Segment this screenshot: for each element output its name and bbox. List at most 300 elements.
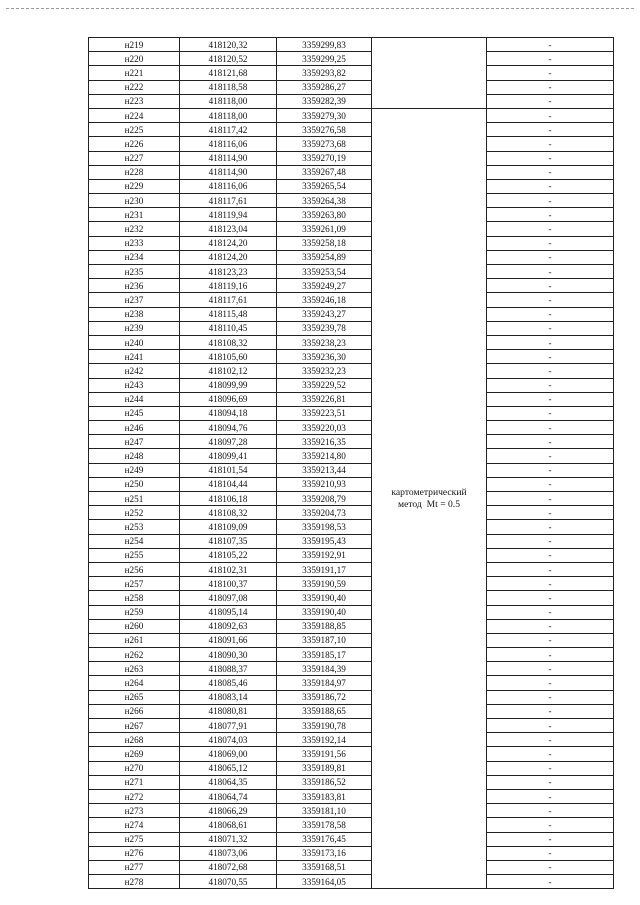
table-row: [89, 548, 614, 562]
x-coordinate-cell: 418119,94: [180, 208, 277, 222]
table-row: [89, 761, 614, 775]
x-coordinate-cell: 418090,30: [180, 648, 277, 662]
y-coordinate-cell: 3359220,03: [277, 421, 372, 435]
y-coordinate-cell: 3359238,23: [277, 335, 372, 349]
y-coordinate-cell: 3359253,54: [277, 265, 372, 279]
x-coordinate-cell: 418080,81: [180, 704, 277, 718]
point-name-cell: н230: [89, 194, 180, 208]
y-coordinate-cell: 3359273,68: [277, 137, 372, 151]
x-coordinate-cell: 418099,99: [180, 378, 277, 392]
note-cell: -: [487, 307, 614, 321]
table-row: [89, 293, 614, 307]
point-name-cell: н277: [89, 860, 180, 874]
table-row: [89, 733, 614, 747]
x-coordinate-cell: 418073,06: [180, 846, 277, 860]
x-coordinate-cell: 418114,90: [180, 151, 277, 165]
table-row: [89, 860, 614, 874]
point-name-cell: н234: [89, 250, 180, 264]
point-name-cell: н236: [89, 279, 180, 293]
note-cell: -: [487, 775, 614, 789]
note-cell: -: [487, 733, 614, 747]
point-name-cell: н248: [89, 449, 180, 463]
y-coordinate-cell: 3359190,40: [277, 591, 372, 605]
y-coordinate-cell: 3359168,51: [277, 860, 372, 874]
x-coordinate-cell: 418101,54: [180, 463, 277, 477]
point-name-cell: н264: [89, 676, 180, 690]
note-cell: -: [487, 846, 614, 860]
y-coordinate-cell: 3359216,35: [277, 435, 372, 449]
note-cell: -: [487, 860, 614, 874]
note-cell: -: [487, 165, 614, 179]
x-coordinate-cell: 418108,32: [180, 506, 277, 520]
note-cell: -: [487, 279, 614, 293]
table-row: [89, 477, 614, 491]
y-coordinate-cell: 3359188,65: [277, 704, 372, 718]
y-coordinate-cell: 3359178,58: [277, 818, 372, 832]
point-name-cell: н232: [89, 222, 180, 236]
table-row: [89, 492, 614, 506]
note-cell: -: [487, 208, 614, 222]
x-coordinate-cell: 418069,00: [180, 747, 277, 761]
y-coordinate-cell: 3359239,78: [277, 321, 372, 335]
table-row: [89, 194, 614, 208]
table-row: [89, 52, 614, 66]
point-name-cell: н257: [89, 577, 180, 591]
table-row: [89, 80, 614, 94]
x-coordinate-cell: 418120,32: [180, 38, 277, 52]
point-name-cell: н271: [89, 775, 180, 789]
note-cell: -: [487, 789, 614, 803]
y-coordinate-cell: 3359249,27: [277, 279, 372, 293]
y-coordinate-cell: 3359186,72: [277, 690, 372, 704]
table-row: [89, 719, 614, 733]
table-row: [89, 747, 614, 761]
y-coordinate-cell: 3359192,14: [277, 733, 372, 747]
table-row: [89, 123, 614, 137]
x-coordinate-cell: 418071,32: [180, 832, 277, 846]
note-cell: -: [487, 265, 614, 279]
table-row: [89, 350, 614, 364]
x-coordinate-cell: 418068,61: [180, 818, 277, 832]
y-coordinate-cell: 3359188,85: [277, 619, 372, 633]
y-coordinate-cell: 3359223,51: [277, 406, 372, 420]
point-name-cell: н227: [89, 151, 180, 165]
y-coordinate-cell: 3359195,43: [277, 534, 372, 548]
x-coordinate-cell: 418097,08: [180, 591, 277, 605]
note-cell: -: [487, 662, 614, 676]
point-name-cell: н221: [89, 66, 180, 80]
point-name-cell: н273: [89, 804, 180, 818]
table-row: [89, 108, 614, 122]
x-coordinate-cell: 418097,28: [180, 435, 277, 449]
x-coordinate-cell: 418094,76: [180, 421, 277, 435]
y-coordinate-cell: 3359176,45: [277, 832, 372, 846]
table-row: [89, 562, 614, 576]
table-row: [89, 577, 614, 591]
point-name-cell: н252: [89, 506, 180, 520]
note-cell: -: [487, 222, 614, 236]
y-coordinate-cell: 3359204,73: [277, 506, 372, 520]
table-row: [89, 38, 614, 52]
y-coordinate-cell: 3359190,78: [277, 719, 372, 733]
x-coordinate-cell: 418100,37: [180, 577, 277, 591]
note-cell: -: [487, 463, 614, 477]
y-coordinate-cell: 3359190,59: [277, 577, 372, 591]
note-cell: -: [487, 477, 614, 491]
x-coordinate-cell: 418121,68: [180, 66, 277, 80]
table-row: [89, 250, 614, 264]
x-coordinate-cell: 418106,18: [180, 492, 277, 506]
point-name-cell: н259: [89, 605, 180, 619]
table-row: [89, 662, 614, 676]
y-coordinate-cell: 3359232,23: [277, 364, 372, 378]
x-coordinate-cell: 418083,14: [180, 690, 277, 704]
point-name-cell: н240: [89, 335, 180, 349]
x-coordinate-cell: 418107,35: [180, 534, 277, 548]
method-accuracy: метод Mt = 0.5: [398, 498, 460, 510]
table-row: [89, 534, 614, 548]
y-coordinate-cell: 3359282,39: [277, 94, 372, 108]
table-row: [89, 208, 614, 222]
point-name-cell: н235: [89, 265, 180, 279]
point-name-cell: н266: [89, 704, 180, 718]
note-cell: -: [487, 619, 614, 633]
y-coordinate-cell: 3359226,81: [277, 392, 372, 406]
y-coordinate-cell: 3359258,18: [277, 236, 372, 250]
x-coordinate-cell: 418110,45: [180, 321, 277, 335]
page-top-edge: [6, 8, 634, 9]
x-coordinate-cell: 418118,00: [180, 94, 277, 108]
y-coordinate-cell: 3359267,48: [277, 165, 372, 179]
note-cell: -: [487, 435, 614, 449]
y-coordinate-cell: 3359184,39: [277, 662, 372, 676]
point-name-cell: н258: [89, 591, 180, 605]
x-coordinate-cell: 418088,37: [180, 662, 277, 676]
point-name-cell: н255: [89, 548, 180, 562]
x-coordinate-cell: 418118,00: [180, 108, 277, 122]
note-cell: -: [487, 648, 614, 662]
point-name-cell: н265: [89, 690, 180, 704]
point-name-cell: н228: [89, 165, 180, 179]
x-coordinate-cell: 418077,91: [180, 719, 277, 733]
table-row: [89, 222, 614, 236]
note-cell: -: [487, 690, 614, 704]
y-coordinate-cell: 3359286,27: [277, 80, 372, 94]
table-row: [89, 307, 614, 321]
point-name-cell: н244: [89, 392, 180, 406]
point-name-cell: н274: [89, 818, 180, 832]
note-cell: -: [487, 875, 614, 889]
y-coordinate-cell: 3359198,53: [277, 520, 372, 534]
point-name-cell: н238: [89, 307, 180, 321]
y-coordinate-cell: 3359181,10: [277, 804, 372, 818]
point-name-cell: н269: [89, 747, 180, 761]
table-row: [89, 179, 614, 193]
point-name-cell: н270: [89, 761, 180, 775]
point-name-cell: н251: [89, 492, 180, 506]
table-row: [89, 591, 614, 605]
note-cell: -: [487, 66, 614, 80]
note-cell: -: [487, 605, 614, 619]
table-row: [89, 875, 614, 889]
point-name-cell: н278: [89, 875, 180, 889]
y-coordinate-cell: 3359164,05: [277, 875, 372, 889]
point-name-cell: н224: [89, 108, 180, 122]
table-row: [89, 520, 614, 534]
note-cell: -: [487, 108, 614, 122]
note-cell: -: [487, 137, 614, 151]
table-row: [89, 165, 614, 179]
note-cell: -: [487, 492, 614, 506]
y-coordinate-cell: 3359299,25: [277, 52, 372, 66]
x-coordinate-cell: 418116,06: [180, 179, 277, 193]
x-coordinate-cell: 418070,55: [180, 875, 277, 889]
note-cell: -: [487, 449, 614, 463]
x-coordinate-cell: 418104,44: [180, 477, 277, 491]
table-row: [89, 151, 614, 165]
x-coordinate-cell: 418116,06: [180, 137, 277, 151]
note-cell: -: [487, 562, 614, 576]
note-cell: -: [487, 704, 614, 718]
y-coordinate-cell: 3359263,80: [277, 208, 372, 222]
y-coordinate-cell: 3359279,30: [277, 108, 372, 122]
x-coordinate-cell: 418123,23: [180, 265, 277, 279]
y-coordinate-cell: 3359210,93: [277, 477, 372, 491]
x-coordinate-cell: 418102,31: [180, 562, 277, 576]
table-row: [89, 704, 614, 718]
point-name-cell: н254: [89, 534, 180, 548]
table-row: [89, 619, 614, 633]
table-row: [89, 236, 614, 250]
point-name-cell: н239: [89, 321, 180, 335]
note-cell: -: [487, 38, 614, 52]
y-coordinate-cell: 3359229,52: [277, 378, 372, 392]
note-cell: -: [487, 250, 614, 264]
point-name-cell: н275: [89, 832, 180, 846]
table-row: [89, 832, 614, 846]
x-coordinate-cell: 418095,14: [180, 605, 277, 619]
x-coordinate-cell: 418109,09: [180, 520, 277, 534]
point-name-cell: н261: [89, 633, 180, 647]
x-coordinate-cell: 418105,60: [180, 350, 277, 364]
coordinates-table-body: [89, 38, 614, 889]
x-coordinate-cell: 418117,61: [180, 293, 277, 307]
y-coordinate-cell: 3359208,79: [277, 492, 372, 506]
point-name-cell: н241: [89, 350, 180, 364]
note-cell: -: [487, 80, 614, 94]
x-coordinate-cell: 418123,04: [180, 222, 277, 236]
point-name-cell: н243: [89, 378, 180, 392]
table-row: [89, 633, 614, 647]
note-cell: -: [487, 676, 614, 690]
table-row: [89, 449, 614, 463]
note-cell: -: [487, 534, 614, 548]
x-coordinate-cell: 418102,12: [180, 364, 277, 378]
table-row: [89, 818, 614, 832]
y-coordinate-cell: 3359190,40: [277, 605, 372, 619]
table-row: [89, 137, 614, 151]
note-cell: -: [487, 94, 614, 108]
note-cell: -: [487, 406, 614, 420]
note-cell: -: [487, 179, 614, 193]
point-name-cell: н219: [89, 38, 180, 52]
x-coordinate-cell: 418064,35: [180, 775, 277, 789]
table-row: [89, 676, 614, 690]
point-name-cell: н242: [89, 364, 180, 378]
note-cell: -: [487, 392, 614, 406]
point-name-cell: н256: [89, 562, 180, 576]
y-coordinate-cell: 3359293,82: [277, 66, 372, 80]
note-cell: -: [487, 293, 614, 307]
table-row: [89, 335, 614, 349]
point-name-cell: н233: [89, 236, 180, 250]
note-cell: -: [487, 591, 614, 605]
note-cell: -: [487, 151, 614, 165]
point-name-cell: н223: [89, 94, 180, 108]
y-coordinate-cell: 3359191,17: [277, 562, 372, 576]
y-coordinate-cell: 3359243,27: [277, 307, 372, 321]
x-coordinate-cell: 418124,20: [180, 250, 277, 264]
y-coordinate-cell: 3359184,97: [277, 676, 372, 690]
x-coordinate-cell: 418085,46: [180, 676, 277, 690]
note-cell: -: [487, 719, 614, 733]
note-cell: -: [487, 194, 614, 208]
x-coordinate-cell: 418120,52: [180, 52, 277, 66]
note-cell: -: [487, 123, 614, 137]
method-cell-empty: [372, 38, 487, 109]
table-row: [89, 364, 614, 378]
x-coordinate-cell: 418094,18: [180, 406, 277, 420]
point-name-cell: н268: [89, 733, 180, 747]
y-coordinate-cell: 3359261,09: [277, 222, 372, 236]
x-coordinate-cell: 418064,74: [180, 789, 277, 803]
note-cell: -: [487, 832, 614, 846]
table-row: [89, 690, 614, 704]
note-cell: -: [487, 335, 614, 349]
table-row: [89, 435, 614, 449]
y-coordinate-cell: 3359185,17: [277, 648, 372, 662]
note-cell: -: [487, 577, 614, 591]
point-name-cell: н253: [89, 520, 180, 534]
x-coordinate-cell: 418096,69: [180, 392, 277, 406]
x-coordinate-cell: 418099,41: [180, 449, 277, 463]
point-name-cell: н272: [89, 789, 180, 803]
x-coordinate-cell: 418092,63: [180, 619, 277, 633]
x-coordinate-cell: 418117,42: [180, 123, 277, 137]
x-coordinate-cell: 418117,61: [180, 194, 277, 208]
y-coordinate-cell: 3359189,81: [277, 761, 372, 775]
point-name-cell: н267: [89, 719, 180, 733]
table-row: [89, 463, 614, 477]
point-name-cell: н231: [89, 208, 180, 222]
point-name-cell: н276: [89, 846, 180, 860]
table-row: [89, 321, 614, 335]
note-cell: -: [487, 761, 614, 775]
x-coordinate-cell: 418114,90: [180, 165, 277, 179]
note-cell: -: [487, 52, 614, 66]
x-coordinate-cell: 418072,68: [180, 860, 277, 874]
method-cell: [372, 108, 487, 888]
note-cell: -: [487, 378, 614, 392]
table-row: [89, 279, 614, 293]
y-coordinate-cell: 3359187,10: [277, 633, 372, 647]
note-cell: -: [487, 421, 614, 435]
point-name-cell: н263: [89, 662, 180, 676]
y-coordinate-cell: 3359270,19: [277, 151, 372, 165]
table-row: [89, 648, 614, 662]
x-coordinate-cell: 418065,12: [180, 761, 277, 775]
table-row: [89, 789, 614, 803]
note-cell: -: [487, 747, 614, 761]
point-name-cell: н249: [89, 463, 180, 477]
x-coordinate-cell: 418066,29: [180, 804, 277, 818]
point-name-cell: н260: [89, 619, 180, 633]
note-cell: -: [487, 520, 614, 534]
table-row: [89, 406, 614, 420]
y-coordinate-cell: 3359264,38: [277, 194, 372, 208]
x-coordinate-cell: 418091,66: [180, 633, 277, 647]
x-coordinate-cell: 418108,32: [180, 335, 277, 349]
note-cell: -: [487, 364, 614, 378]
x-coordinate-cell: 418074,03: [180, 733, 277, 747]
note-cell: -: [487, 321, 614, 335]
y-coordinate-cell: 3359191,56: [277, 747, 372, 761]
y-coordinate-cell: 3359254,89: [277, 250, 372, 264]
x-coordinate-cell: 418105,22: [180, 548, 277, 562]
table-row: [89, 846, 614, 860]
table-row: [89, 392, 614, 406]
point-name-cell: н262: [89, 648, 180, 662]
y-coordinate-cell: 3359183,81: [277, 789, 372, 803]
y-coordinate-cell: 3359173,16: [277, 846, 372, 860]
x-coordinate-cell: 418115,48: [180, 307, 277, 321]
x-coordinate-cell: 418124,20: [180, 236, 277, 250]
note-cell: -: [487, 350, 614, 364]
point-name-cell: н247: [89, 435, 180, 449]
y-coordinate-cell: 3359276,58: [277, 123, 372, 137]
point-name-cell: н226: [89, 137, 180, 151]
y-coordinate-cell: 3359214,80: [277, 449, 372, 463]
x-coordinate-cell: 418118,58: [180, 80, 277, 94]
coordinates-table: [88, 37, 614, 889]
note-cell: -: [487, 633, 614, 647]
table-row: [89, 775, 614, 789]
point-name-cell: н229: [89, 179, 180, 193]
y-coordinate-cell: 3359213,44: [277, 463, 372, 477]
note-cell: -: [487, 506, 614, 520]
table-row: [89, 506, 614, 520]
point-name-cell: н220: [89, 52, 180, 66]
point-name-cell: н250: [89, 477, 180, 491]
table-row: [89, 378, 614, 392]
note-cell: -: [487, 818, 614, 832]
y-coordinate-cell: 3359186,52: [277, 775, 372, 789]
method-label: картометрический: [391, 486, 467, 498]
point-name-cell: н246: [89, 421, 180, 435]
note-cell: -: [487, 548, 614, 562]
point-name-cell: н245: [89, 406, 180, 420]
table-row: [89, 66, 614, 80]
y-coordinate-cell: 3359299,83: [277, 38, 372, 52]
table-row: [89, 265, 614, 279]
table-row: [89, 94, 614, 108]
y-coordinate-cell: 3359236,30: [277, 350, 372, 364]
table-row: [89, 605, 614, 619]
point-name-cell: н237: [89, 293, 180, 307]
table-row: [89, 421, 614, 435]
y-coordinate-cell: 3359192,91: [277, 548, 372, 562]
note-cell: -: [487, 236, 614, 250]
